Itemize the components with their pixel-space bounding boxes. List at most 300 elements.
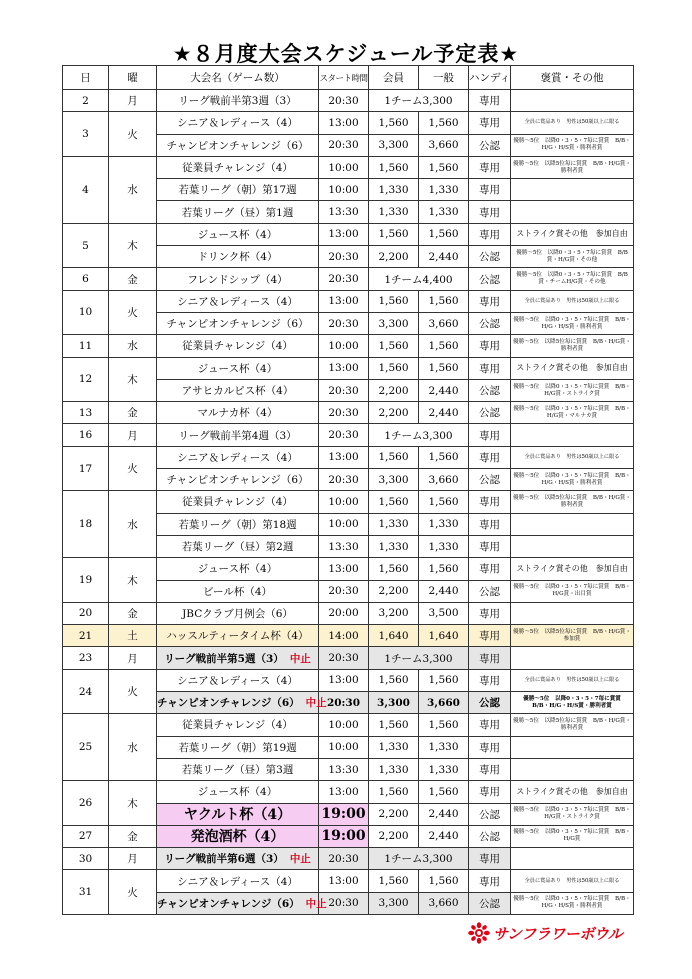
handicap-cell: 専用 <box>469 156 511 178</box>
day-cell: 12 <box>63 357 109 402</box>
awards-cell <box>511 90 634 112</box>
header-weekday: 曜 <box>109 66 157 90</box>
table-row <box>63 781 634 803</box>
weekday-cell: 木 <box>109 558 157 603</box>
event-cell: 若葉リーグ（朝）第19週 <box>157 736 319 758</box>
event-cell: ビール杯（4） <box>157 580 319 602</box>
awards-cell: 優勝～5位 以降0・3・5・7毎に賞賞 B/B・H/G・H/S賞・勝利者賞 <box>511 469 634 491</box>
handicap-cell: 専用 <box>469 357 511 379</box>
awards-cell: 全員に賞品あり 男性は50歳以上に限る <box>511 870 634 892</box>
general-fee-cell: 2,440 <box>419 246 469 268</box>
handicap-cell: 専用 <box>469 513 511 535</box>
member-fee-cell: 1,560 <box>369 335 419 357</box>
member-fee-cell: 1,560 <box>369 357 419 379</box>
event-name: チャンピオンチャレンジ（6） <box>157 897 300 910</box>
start-cell: 10:00 <box>319 714 369 736</box>
handicap-cell: 公認 <box>469 892 511 914</box>
event-cell: ハッスルティータイム杯（4） <box>157 625 319 647</box>
handicap-cell: 専用 <box>469 647 511 669</box>
start-cell: 13:00 <box>319 781 369 803</box>
weekday-cell: 金 <box>109 825 157 847</box>
team-fee-cell: 1チーム4,400 <box>369 268 469 290</box>
handicap-cell: 公認 <box>469 825 511 847</box>
general-fee-cell: 1,560 <box>419 223 469 245</box>
general-fee-cell: 1,560 <box>419 669 469 691</box>
event-cell: シニア＆レディース（4） <box>157 870 319 892</box>
event-cell <box>157 848 319 870</box>
table-row-cancelled <box>63 647 634 669</box>
general-fee-cell: 2,440 <box>419 825 469 847</box>
awards-cell <box>511 179 634 201</box>
awards-cell: 優勝～5位 以降0・3・5・7毎に賞賞 B/B・H/G・H/S賞・勝利者賞 <box>511 134 634 156</box>
member-fee-cell: 2,200 <box>369 803 419 825</box>
event-cell: チャンピオンチャレンジ（6） <box>157 469 319 491</box>
table-row-saturday <box>63 625 634 647</box>
event-cell <box>157 692 327 714</box>
table-row <box>63 602 634 624</box>
general-fee-cell: 2,440 <box>419 402 469 424</box>
awards-cell <box>511 535 634 557</box>
handicap-cell: 公認 <box>469 692 511 714</box>
awards-cell: ストライク賞その他 参加自由 <box>511 223 634 245</box>
event-cell: JBCクラブ月例会（6） <box>157 602 319 624</box>
handicap-cell: 専用 <box>469 848 511 870</box>
cancel-label: 中止 <box>289 853 311 866</box>
weekday-cell: 木 <box>109 357 157 402</box>
handicap-cell: 専用 <box>469 491 511 513</box>
handicap-cell: 専用 <box>469 112 511 134</box>
handicap-cell: 専用 <box>469 424 511 446</box>
day-cell: 27 <box>63 825 109 847</box>
awards-cell: 優勝～5位 以降0・3・5・7毎に賞賞 B/B・H/G・H/S賞・勝利者賞 <box>511 312 634 334</box>
awards-cell <box>511 513 634 535</box>
member-fee-cell: 3,300 <box>369 312 419 334</box>
awards-cell: 優勝～5位 以降0・3・5・7毎に賞賞 B/B賞・チームH/G賞・その他 <box>511 268 634 290</box>
start-cell: 13:00 <box>319 870 369 892</box>
weekday-cell: 土 <box>109 625 157 647</box>
member-fee-cell: 3,200 <box>369 602 419 624</box>
start-cell: 13:00 <box>319 669 369 691</box>
table-row <box>63 112 634 134</box>
event-cell: 従業員チャレンジ（4） <box>157 335 319 357</box>
general-fee-cell: 1,330 <box>419 736 469 758</box>
awards-cell: 優勝～5位 以降5位毎に賞賞 B/B・H/G賞・勝利者賞 <box>511 335 634 357</box>
general-fee-cell: 1,560 <box>419 870 469 892</box>
event-cell: ジュース杯（4） <box>157 558 319 580</box>
general-fee-cell: 1,330 <box>419 513 469 535</box>
start-cell: 20:30 <box>319 402 369 424</box>
table-row <box>63 90 634 112</box>
awards-cell: ストライク賞その他 参加自由 <box>511 558 634 580</box>
awards-cell: 優勝～5位 以降0・3・5・7毎に賞賞 B/B賞・H/G賞・その他 <box>511 246 634 268</box>
general-fee-cell: 1,560 <box>419 446 469 468</box>
awards-cell: 全員に賞品あり 男性は50歳以上に限る <box>511 112 634 134</box>
awards-cell: ストライク賞その他 参加自由 <box>511 357 634 379</box>
start-cell: 20:30 <box>319 424 369 446</box>
table-row <box>63 268 634 290</box>
event-cell: チャンピオンチャレンジ（6） <box>157 312 319 334</box>
event-cell: 従業員チャレンジ（4） <box>157 491 319 513</box>
sunflower-icon <box>468 922 490 944</box>
general-fee-cell: 2,440 <box>419 379 469 401</box>
start-cell: 20:30 <box>319 268 369 290</box>
event-cell: ヤクルト杯（4） <box>157 803 319 825</box>
member-fee-cell: 2,200 <box>369 402 419 424</box>
weekday-cell: 木 <box>109 223 157 268</box>
general-fee-cell: 1,560 <box>419 335 469 357</box>
awards-cell <box>511 424 634 446</box>
member-fee-cell: 2,200 <box>369 825 419 847</box>
general-fee-cell: 1,330 <box>419 179 469 201</box>
day-cell: 31 <box>63 870 109 915</box>
start-cell: 20:30 <box>319 312 369 334</box>
event-cell: 従業員チャレンジ（4） <box>157 714 319 736</box>
header-general: 一般 <box>419 66 469 90</box>
header-awards: 褒賞・その他 <box>511 66 634 90</box>
weekday-cell: 金 <box>109 602 157 624</box>
event-cell: リーグ戦前半第4週（3） <box>157 424 319 446</box>
event-cell: 従業員チャレンジ（4） <box>157 156 319 178</box>
member-fee-cell: 1,560 <box>369 223 419 245</box>
start-cell: 10:00 <box>319 179 369 201</box>
awards-cell: 優勝～5位 以降0・3・5・7毎に賞賞 B/B・H/G賞・ストライク賞 <box>511 803 634 825</box>
event-cell: 若葉リーグ（昼）第1週 <box>157 201 319 223</box>
table-row <box>63 357 634 379</box>
header-day: 日 <box>63 66 109 90</box>
awards-cell: 優勝～5位 以降0・3・5・7毎に賞賞 B/B・H/G賞 <box>511 825 634 847</box>
general-fee-cell: 1,560 <box>419 558 469 580</box>
handicap-cell: 専用 <box>469 870 511 892</box>
event-cell: 若葉リーグ（朝）第17週 <box>157 179 319 201</box>
event-cell: ジュース杯（4） <box>157 357 319 379</box>
handicap-cell: 公認 <box>469 402 511 424</box>
member-fee-cell: 1,560 <box>369 290 419 312</box>
team-fee-cell: 1チーム3,300 <box>369 848 469 870</box>
member-fee-cell: 1,560 <box>369 112 419 134</box>
day-cell: 4 <box>63 156 109 223</box>
handicap-cell: 公認 <box>469 469 511 491</box>
start-cell: 20:30 <box>319 134 369 156</box>
member-fee-cell: 2,200 <box>369 246 419 268</box>
member-fee-cell: 1,560 <box>369 491 419 513</box>
handicap-cell: 専用 <box>469 558 511 580</box>
general-fee-cell: 3,500 <box>419 602 469 624</box>
start-cell: 13:00 <box>319 357 369 379</box>
general-fee-cell: 1,560 <box>419 781 469 803</box>
awards-cell <box>511 758 634 780</box>
cancel-label: 中止 <box>305 897 327 910</box>
table-row-highlight <box>63 825 634 847</box>
weekday-cell: 水 <box>109 156 157 223</box>
member-fee-cell: 3,300 <box>369 469 419 491</box>
day-cell: 17 <box>63 446 109 491</box>
day-cell: 20 <box>63 602 109 624</box>
sunflower-bowl-logo <box>468 921 623 945</box>
start-cell: 20:30 <box>319 246 369 268</box>
day-cell: 26 <box>63 781 109 826</box>
weekday-cell: 月 <box>109 90 157 112</box>
general-fee-cell: 1,560 <box>419 491 469 513</box>
header-start: スタート時間 <box>319 66 369 90</box>
start-cell: 20:30 <box>319 892 369 914</box>
logo-text: サンフラワーボウル <box>493 924 623 943</box>
handicap-cell: 公認 <box>469 803 511 825</box>
event-cell: 若葉リーグ（昼）第2週 <box>157 535 319 557</box>
table-row <box>63 669 634 691</box>
event-cell: リーグ戦前半第3週（3） <box>157 90 319 112</box>
event-cell: シニア＆レディース（4） <box>157 669 319 691</box>
member-fee-cell: 2,200 <box>369 379 419 401</box>
start-cell: 20:30 <box>319 379 369 401</box>
event-name: リーグ戦前半第6週（3） <box>164 853 284 866</box>
start-cell: 10:00 <box>319 335 369 357</box>
handicap-cell: 公認 <box>469 246 511 268</box>
handicap-cell: 専用 <box>469 290 511 312</box>
start-cell: 13:00 <box>319 446 369 468</box>
start-cell: 20:30 <box>319 90 369 112</box>
start-cell: 10:00 <box>319 736 369 758</box>
weekday-cell: 水 <box>109 714 157 781</box>
event-cell: シニア＆レディース（4） <box>157 112 319 134</box>
start-cell: 13:30 <box>319 535 369 557</box>
header-handicap: ハンディ <box>469 66 511 90</box>
weekday-cell: 火 <box>109 669 157 714</box>
header-member: 会員 <box>369 66 419 90</box>
handicap-cell: 専用 <box>469 179 511 201</box>
start-cell: 10:00 <box>319 513 369 535</box>
start-cell: 13:30 <box>319 201 369 223</box>
table-row <box>63 424 634 446</box>
general-fee-cell: 3,660 <box>419 134 469 156</box>
weekday-cell: 火 <box>109 446 157 491</box>
weekday-cell: 火 <box>109 870 157 915</box>
handicap-cell: 専用 <box>469 714 511 736</box>
handicap-cell: 専用 <box>469 90 511 112</box>
start-cell: 13:00 <box>319 223 369 245</box>
table-row <box>63 446 634 468</box>
event-cell <box>157 647 319 669</box>
cancel-label: 中止 <box>289 652 311 665</box>
event-cell: 若葉リーグ（昼）第3週 <box>157 758 319 780</box>
weekday-cell: 月 <box>109 424 157 446</box>
weekday-cell: 月 <box>109 647 157 669</box>
event-cell: シニア＆レディース（4） <box>157 290 319 312</box>
start-cell: 13:30 <box>319 758 369 780</box>
handicap-cell: 専用 <box>469 758 511 780</box>
awards-cell <box>511 602 634 624</box>
member-fee-cell: 1,330 <box>369 758 419 780</box>
awards-cell: 優勝～5位 以降0・3・5・7毎に賞賞 B/B・H/G賞・ストライク賞 <box>511 379 634 401</box>
table-row <box>63 714 634 736</box>
awards-cell: 優勝～5位 以降5位毎に賞賞 B/B・H/G賞・勝利者賞 <box>511 156 634 178</box>
event-cell: マルナカ杯（4） <box>157 402 319 424</box>
weekday-cell: 金 <box>109 402 157 424</box>
table-row <box>63 335 634 357</box>
start-cell: 10:00 <box>319 156 369 178</box>
member-fee-cell: 1,640 <box>369 625 419 647</box>
weekday-cell: 火 <box>109 290 157 335</box>
member-fee-cell: 3,300 <box>369 892 419 914</box>
event-name: チャンピオンチャレンジ（6） <box>157 697 300 710</box>
handicap-cell: 専用 <box>469 625 511 647</box>
general-fee-cell: 3,660 <box>419 312 469 334</box>
handicap-cell: 専用 <box>469 223 511 245</box>
event-cell: フレンドシップ（4） <box>157 268 319 290</box>
page-title: ★８月度大会スケジュール予定表★ <box>172 42 520 66</box>
awards-cell <box>511 647 634 669</box>
table-row <box>63 290 634 312</box>
awards-cell: 全員に賞品あり 男性は50歳以上に限る <box>511 290 634 312</box>
general-fee-cell: 2,440 <box>419 580 469 602</box>
member-fee-cell: 3,300 <box>369 692 419 714</box>
handicap-cell: 公認 <box>469 134 511 156</box>
awards-cell: 優勝～5位 以降0・3・5・7毎に賞賞 B/B・H/G賞・出目賞 <box>511 580 634 602</box>
day-cell: 30 <box>63 848 109 870</box>
awards-cell: 優勝～5位 以降0・3・5・7毎に賞賞 B/B・H/G賞・マルナカ賞 <box>511 402 634 424</box>
start-cell: 20:30 <box>319 469 369 491</box>
weekday-cell: 木 <box>109 781 157 826</box>
day-cell: 10 <box>63 290 109 335</box>
handicap-cell: 専用 <box>469 201 511 223</box>
handicap-cell: 専用 <box>469 781 511 803</box>
day-cell: 2 <box>63 90 109 112</box>
handicap-cell: 専用 <box>469 602 511 624</box>
member-fee-cell: 3,300 <box>369 134 419 156</box>
day-cell: 24 <box>63 669 109 714</box>
member-fee-cell: 1,330 <box>369 535 419 557</box>
start-cell: 13:00 <box>319 558 369 580</box>
general-fee-cell: 1,560 <box>419 714 469 736</box>
table-row <box>63 223 634 245</box>
start-cell: 20:30 <box>319 580 369 602</box>
start-cell: 20:30 <box>319 692 369 714</box>
member-fee-cell: 1,330 <box>369 736 419 758</box>
awards-cell: 全員に賞品あり 男性は50歳以上に限る <box>511 446 634 468</box>
awards-cell: 優勝～5位 以降5位毎に賞賞 B/B・H/G賞・参加賞 <box>511 625 634 647</box>
general-fee-cell: 3,660 <box>419 469 469 491</box>
general-fee-cell: 1,560 <box>419 357 469 379</box>
general-fee-cell: 1,560 <box>419 156 469 178</box>
day-cell: 11 <box>63 335 109 357</box>
table-row <box>63 156 634 178</box>
table-row <box>63 491 634 513</box>
member-fee-cell: 1,330 <box>369 513 419 535</box>
day-cell: 5 <box>63 223 109 268</box>
team-fee-cell: 1チーム3,300 <box>369 90 469 112</box>
day-cell: 25 <box>63 714 109 781</box>
awards-cell <box>511 201 634 223</box>
member-fee-cell: 1,560 <box>369 446 419 468</box>
awards-cell <box>511 848 634 870</box>
event-cell <box>157 892 327 914</box>
event-cell: 若葉リーグ（朝）第18週 <box>157 513 319 535</box>
general-fee-cell: 1,640 <box>419 625 469 647</box>
member-fee-cell: 1,560 <box>369 156 419 178</box>
handicap-cell: 専用 <box>469 535 511 557</box>
handicap-cell: 公認 <box>469 268 511 290</box>
day-cell: 16 <box>63 424 109 446</box>
general-fee-cell: 1,560 <box>419 112 469 134</box>
day-cell: 3 <box>63 112 109 157</box>
general-fee-cell: 1,560 <box>419 290 469 312</box>
start-cell: 13:00 <box>319 290 369 312</box>
table-row <box>63 402 634 424</box>
weekday-cell: 金 <box>109 268 157 290</box>
start-cell: 19:00 <box>319 803 369 825</box>
start-cell: 14:00 <box>319 625 369 647</box>
weekday-cell: 火 <box>109 112 157 157</box>
handicap-cell: 専用 <box>469 669 511 691</box>
member-fee-cell: 1,560 <box>369 558 419 580</box>
event-cell: アサヒカルピス杯（4） <box>157 379 319 401</box>
cancel-label: 中止 <box>305 697 327 710</box>
awards-cell: 優勝～5位 以降5位毎に賞賞 B/B・H/G賞・勝利者賞 <box>511 491 634 513</box>
header-row <box>63 66 634 90</box>
event-cell: シニア＆レディース（4） <box>157 446 319 468</box>
handicap-cell: 公認 <box>469 379 511 401</box>
day-cell: 18 <box>63 491 109 558</box>
day-cell: 13 <box>63 402 109 424</box>
member-fee-cell: 2,200 <box>369 580 419 602</box>
start-cell: 20:00 <box>319 602 369 624</box>
member-fee-cell: 1,560 <box>369 669 419 691</box>
weekday-cell: 水 <box>109 335 157 357</box>
handicap-cell: 専用 <box>469 446 511 468</box>
handicap-cell: 専用 <box>469 335 511 357</box>
event-cell: 発泡酒杯（4） <box>157 825 319 847</box>
event-cell: ジュース杯（4） <box>157 223 319 245</box>
member-fee-cell: 1,560 <box>369 870 419 892</box>
general-fee-cell: 3,660 <box>419 692 469 714</box>
general-fee-cell: 1,330 <box>419 201 469 223</box>
handicap-cell: 公認 <box>469 312 511 334</box>
day-cell: 21 <box>63 625 109 647</box>
start-cell: 13:00 <box>319 112 369 134</box>
start-cell: 19:00 <box>319 825 369 847</box>
day-cell: 19 <box>63 558 109 603</box>
handicap-cell: 専用 <box>469 736 511 758</box>
general-fee-cell: 1,330 <box>419 758 469 780</box>
general-fee-cell: 2,440 <box>419 803 469 825</box>
team-fee-cell: 1チーム3,300 <box>369 424 469 446</box>
start-cell: 20:30 <box>319 647 369 669</box>
awards-cell <box>511 736 634 758</box>
member-fee-cell: 1,330 <box>369 179 419 201</box>
member-fee-cell: 1,560 <box>369 781 419 803</box>
general-fee-cell: 1,330 <box>419 535 469 557</box>
event-cell: ジュース杯（4） <box>157 781 319 803</box>
weekday-cell: 月 <box>109 848 157 870</box>
header-event: 大会名（ゲーム数） <box>157 66 319 90</box>
day-cell: 23 <box>63 647 109 669</box>
awards-cell: ストライク賞その他 参加自由 <box>511 781 634 803</box>
team-fee-cell: 1チーム3,300 <box>369 647 469 669</box>
start-cell: 20:30 <box>319 848 369 870</box>
handicap-cell: 公認 <box>469 580 511 602</box>
member-fee-cell: 1,330 <box>369 201 419 223</box>
event-cell: ドリンク杯（4） <box>157 246 319 268</box>
table-row <box>63 558 634 580</box>
awards-cell: 優勝～5位 以降0・3・5・7毎に賞賞 B/B・H/G・H/S賞・勝利者賞 <box>511 892 634 914</box>
event-name: リーグ戦前半第5週（3） <box>164 652 284 665</box>
table-row <box>63 870 634 892</box>
table-row-cancelled <box>63 848 634 870</box>
start-cell: 10:00 <box>319 491 369 513</box>
schedule-table <box>62 65 634 915</box>
awards-cell: 優勝～5位 以降0・3・5・7毎に賞賞 B/B・H/G・H/S賞・勝利者賞 <box>511 692 634 714</box>
weekday-cell: 水 <box>109 491 157 558</box>
awards-cell: 全員に賞品あり 男性は50歳以上に限る <box>511 669 634 691</box>
